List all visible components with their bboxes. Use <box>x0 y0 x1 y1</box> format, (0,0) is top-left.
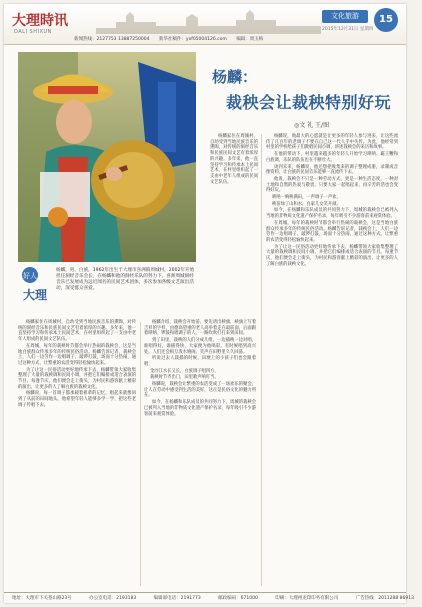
newspaper-logo: 大理時讯 <box>12 13 68 29</box>
paragraph: 在他的带动下，村里越来越多的年轻人开始学习唢呐、霸王鞭和白族调，乐队的队伍也在不断壮大。 <box>266 152 398 163</box>
paragraph: 杨麟说，他最大的心愿就是让更多的年轻人参与进来，让这些流传了几百年的老调子不要在自己这一代人手中失传。为此，他经常到村里的学校给孩子们教唱民间小调，讲述栽秧会的来历和故事。 <box>266 134 398 151</box>
article-subtitle: 裁秧会让裁秧特别好玩 <box>226 93 392 112</box>
page-number: 15 <box>374 8 398 32</box>
paragraph: 到了田里，栽秧的人们分成几组，一边插秧一边对唱，谁唱得好，谁插得快，大家便为他喝彩。有时候唱到高兴处，人们还会相互泼水嬉闹，笑声在田野里久久回荡。 <box>144 338 256 355</box>
footer-printer: 印刷：大理州龙印印务有限公司 <box>275 596 339 601</box>
article-column-top-left <box>210 134 258 314</box>
masthead <box>4 4 406 45</box>
paragraph: 杨麟说，每一首调子都承载着祖辈的记忆，唱起来就像回到了从前的田间地头。他希望年轻人能够多学一学，把这些老调子传唱下去。 <box>18 391 136 408</box>
svg-text:大理: 大理 <box>22 288 48 302</box>
article-column-1 <box>18 320 136 588</box>
photo-caption <box>18 266 196 314</box>
paragraph: 在周城，每年的栽秧时节都会举行热闹的栽秧会，这是当地白族群众传承多年的传统民俗活动。杨麟告诉记者，栽秧会上，人们一边劳作一边唱调子，敲锣打鼓，场面十分热闹，通过这种方式，让繁重的农活变得轻松愉快起来。 <box>18 343 136 366</box>
issue-date: 2015年12月31日 星期四 <box>322 27 374 32</box>
paragraph: 为了让这一民俗活动更好地传承下去，杨麟带领大家收集整理了大量的栽秧调和民间小调，并把它们编排成适合表演的节目。每逢节庆，他们便会走上街头，为村民和游客献上精彩的演出，让更多的人了解白族的栽秧文化。 <box>18 367 136 390</box>
paragraph: 听说过去人栽插的时候，田埂上的小孩子们也会跟着唱： <box>144 356 256 367</box>
footer-editorial-phone: 编辑部电话：2191773 <box>153 596 201 601</box>
paragraph: 谈到未来，杨麟说，他还想把收集来的调子整理成册，录制成音像资料，让白族的民间音乐能够一直流传下去。 <box>266 164 398 176</box>
column-divider <box>140 322 141 586</box>
portrait-photo <box>18 52 196 262</box>
verse-line: 栽秧时节齐出门，田里歌声响叮当。 <box>150 375 219 381</box>
paragraph: 在周城，每年的栽秧时节都会举行热闹的栽秧会，这是当地白族群众传承多年的传统民俗活动。杨麟告诉记者，栽秧会上，人们一边劳作一边唱调子，敲锣打鼓，场面十分热闹，通过这种方式，让繁重的农活变得轻松愉快起来。 <box>266 220 398 243</box>
caption-text: 杨麟，男，白族，1962年出生于大理市喜洲镇周城村，2002年开始担任洞经音乐会长，在杨麟和他的洞经乐队的努力下，喜洲周城洞经音乐已发展成为远近闻名的民间艺术团体，多次参加各级文艺演出活动，深受群众喜爱。 <box>56 268 195 291</box>
info-hotline: 新闻热线：2127753 13887250004 <box>74 37 150 42</box>
paragraph: 杨麟说，栽秧会让繁重的农活变成了一场欢乐的聚会，让人在劳动中感受到生活的美好，这正是民俗文化的魅力所在。 <box>144 382 256 399</box>
paragraph: 如今，在杨麟和乐队成员的共同努力下，周城的栽秧会已被列入当地的非物质文化遗产保护名录，每年吸引不少游客前来观赏体验。 <box>144 400 256 417</box>
footer-office-phone: 办公室电话：2193183 <box>89 596 137 601</box>
article-column-3 <box>266 134 398 588</box>
skyline-illustration <box>96 8 321 34</box>
footer-address: 地址：大理市下关苍山路23号 <box>12 596 72 601</box>
paragraph: 杨麟家住在周城村，自幼受到当地民族音乐的熏陶，对传统的洞经音乐和民族民间文艺有着浓厚的兴趣。多年来，他一直坚持学习和传承本土民间艺术，在村里组织起了一支由中老年人组成的民间文艺队伍。 <box>210 134 258 185</box>
article-title: 杨麟： <box>212 68 258 86</box>
footer-ad-hotline: 广告热线：2011288 86913 <box>355 596 414 601</box>
verse-line: 金沙江水长又长，白族调子唱四方， <box>150 368 219 374</box>
page-footer <box>4 592 414 604</box>
svg-text:好人: 好人 <box>23 272 37 280</box>
newspaper-logo-subtitle: DALI SHIXUN <box>14 29 52 35</box>
section-tag: 文化旅游 <box>322 10 368 23</box>
info-email: 新华社稿件：yxf05004126.com <box>158 37 227 42</box>
paragraph: 为了让这一民俗活动更好地传承下去，杨麟带领大家收集整理了大量的栽秧调和民间小调，并把它们编排成适合表演的节目。每逢节庆，他们便会走上街头，为村民和游客献上精彩的演出，让更多的人了解白族的栽秧文化。 <box>266 244 398 267</box>
paragraph: 他说，栽秧会不只是一种劳动方式，更是一种生活态度，一种对土地和自然的热爱与敬畏。只要大家一起唱起来，再辛苦的活也会变得好玩。 <box>266 176 398 194</box>
column-divider <box>261 134 262 586</box>
newspaper-page <box>4 4 414 603</box>
info-editor: 编辑：周玉梅 <box>236 37 264 42</box>
verse-line: 秧苗绿了山和水，白家儿女笑开颜。 <box>272 201 341 207</box>
paragraph: 杨麟家住在周城村，自幼受到当地民族音乐的熏陶，对传统的洞经音乐和民族民间文艺有着浓厚的兴趣。多年来，他一直坚持学习和传承本土民间艺术，在村里组织起了一支由中老年人组成的民间文艺队伍。 <box>18 320 136 343</box>
verse-line: 唢呐一响秧满田，一声调子一声欢， <box>272 195 341 201</box>
info-bar <box>4 35 406 44</box>
photo-illustration <box>18 52 196 262</box>
good-people-dali-badge <box>18 266 52 312</box>
article-column-2 <box>144 320 256 588</box>
article-byline: ◎文 礼 王/图 <box>294 122 330 129</box>
paragraph: 如今，在杨麟和乐队成员的共同努力下，周城的栽秧会已被列入当地的非物质文化遗产保护名录，每年吸引不少游客前来观赏体验。 <box>266 208 398 220</box>
footer-postcode: 邮政编码：671000 <box>218 596 258 601</box>
paragraph: 杨麟介绍，栽秧会开始前，要先请出秧旗，秧旗上写着吉祥的字样，由德高望重的老人高举着走在最前面，后面跟着唢呐、锣鼓和唱调子的人，一路吹吹打打来到田间。 <box>144 320 256 337</box>
